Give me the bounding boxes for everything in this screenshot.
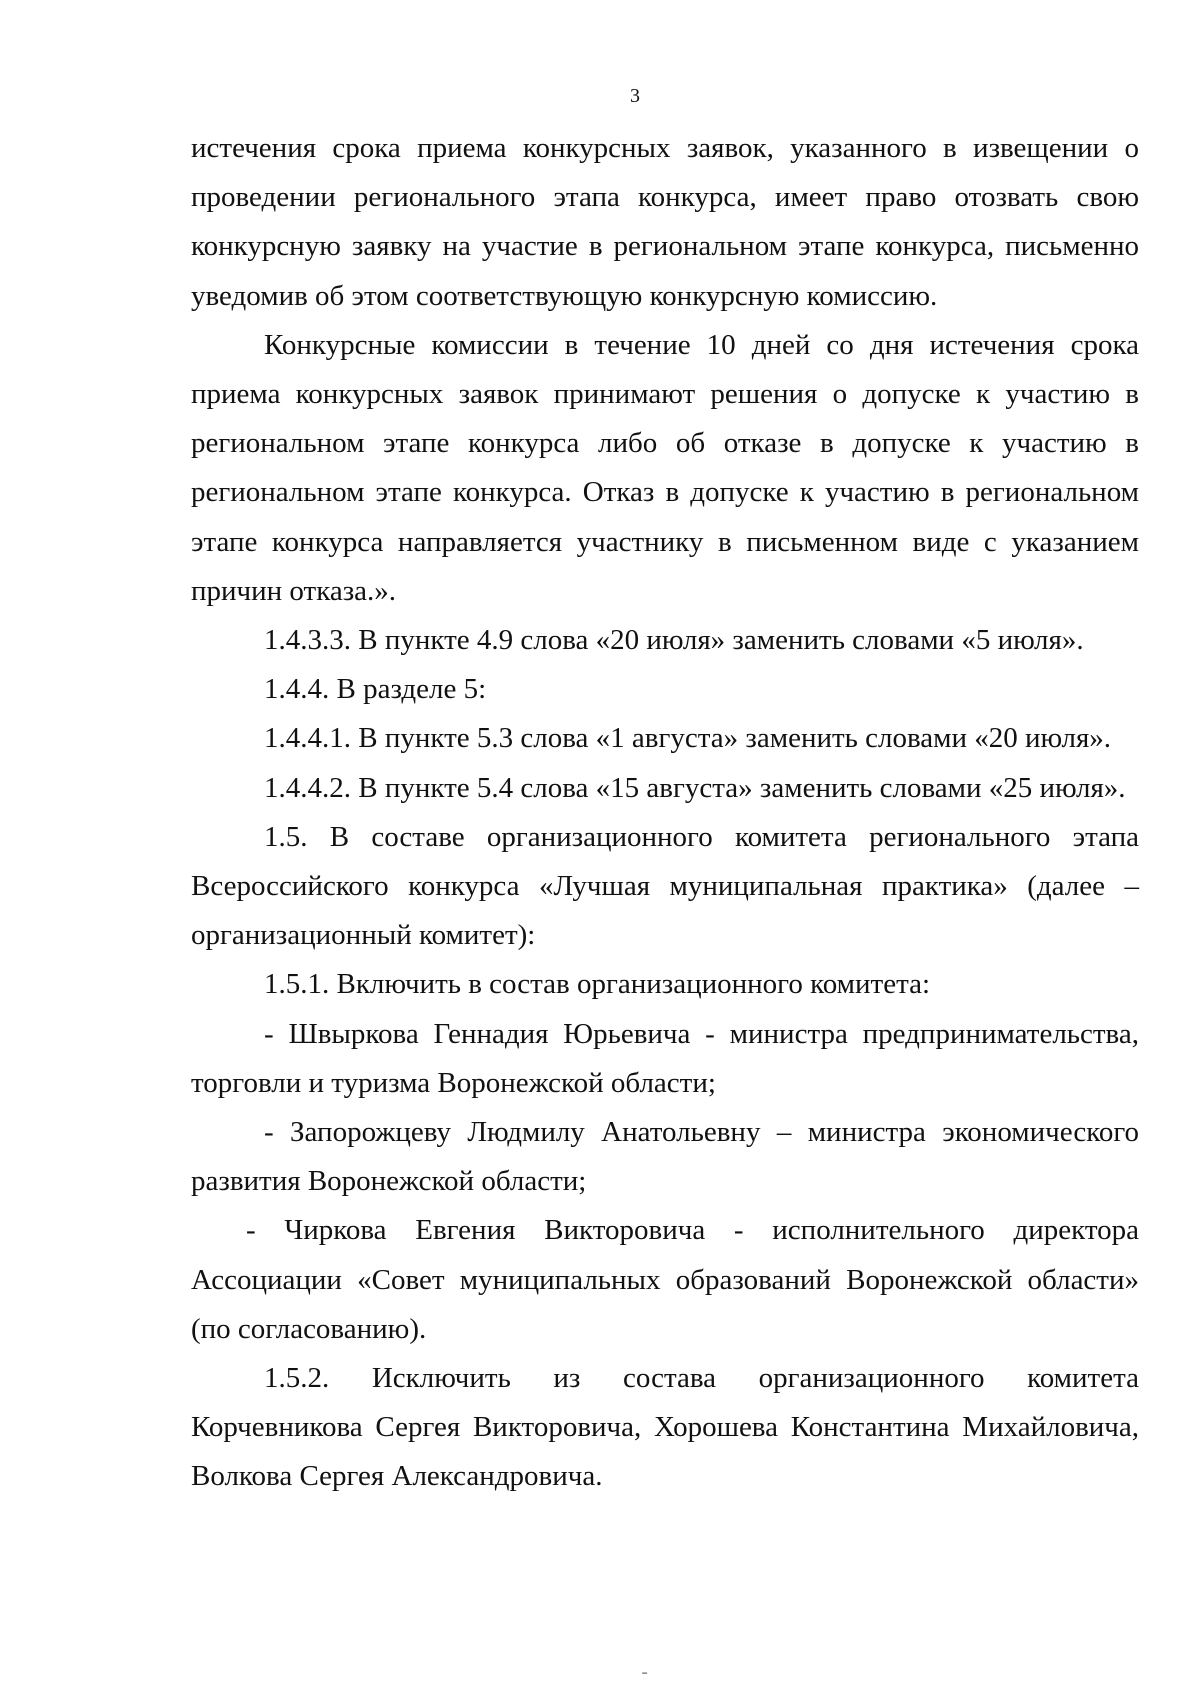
paragraph-1-4-4: 1.4.4. В разделе 5: xyxy=(264,673,487,706)
page-number: 3 xyxy=(630,85,640,107)
paragraph-1-5-1: 1.5.1. Включить в состав организационного комитета: xyxy=(264,968,931,1001)
paragraph-commission-decision: Конкурсные комиссии в течение 10 дней со дня истечения срока приема конкурсных заявок принимают решения о допуске к участию в региональном этапе конкурса либо об отказе в допуске к участию в региональном этапе конкурса. Отказ в допуске к участию в региональном этапе конкурса направляется участнику в письменном виде с указанием причин отказа.». xyxy=(191,328,1139,607)
paragraph-1-4-4-1: 1.4.4.1. В пункте 5.3 слова «1 августа» заменить словами «20 июля». xyxy=(264,722,1112,755)
list-item-zaporozhtseva: - Запорожцеву Людмилу Анатольевну – министра экономического развития Воронежской области; xyxy=(191,1116,1139,1198)
paragraph-1-5-2: 1.5.2. Исключить из состава организационного комитета Корчевникова Сергея Викторовича, Хорошева Константина Михайловича, Волкова Сергея Александровича. xyxy=(191,1362,1139,1493)
paragraph-withdrawal-right: истечения срока приема конкурсных заявок, указанного в извещении о проведении регионального этапа конкурса, имеет право отозвать свою конкурсную заявку на участие в региональном этапе конкурса, письменно уведомив об этом соответствующую конкурсную комиссию. xyxy=(191,132,1139,312)
paragraph-1-4-4-2: 1.4.4.2. В пункте 5.4 слова «15 августа» заменить словами «25 июля». xyxy=(264,771,1126,804)
paragraph-1-5: 1.5. В составе организационного комитета регионального этапа Всероссийского конкурса «Лучшая муниципальная практика» (далее – организационный комитет): xyxy=(191,820,1139,952)
list-item-chirkov: - Чиркова Евгения Викторовича - исполнительного директора Ассоциации «Совет муниципальных образований Воронежской области» (по согласованию). xyxy=(191,1214,1139,1345)
scan-artifact-mark: ˗ xyxy=(642,1663,648,1680)
paragraph-1-4-3-3: 1.4.3.3. В пункте 4.9 слова «20 июля» заменить словами «5 июля». xyxy=(264,624,1084,657)
document-body xyxy=(191,124,1139,1502)
list-item-shvyrkov: - Швыркова Геннадия Юрьевича - министра предпринимательства, торговли и туризма Воронежской области; xyxy=(191,1017,1139,1099)
